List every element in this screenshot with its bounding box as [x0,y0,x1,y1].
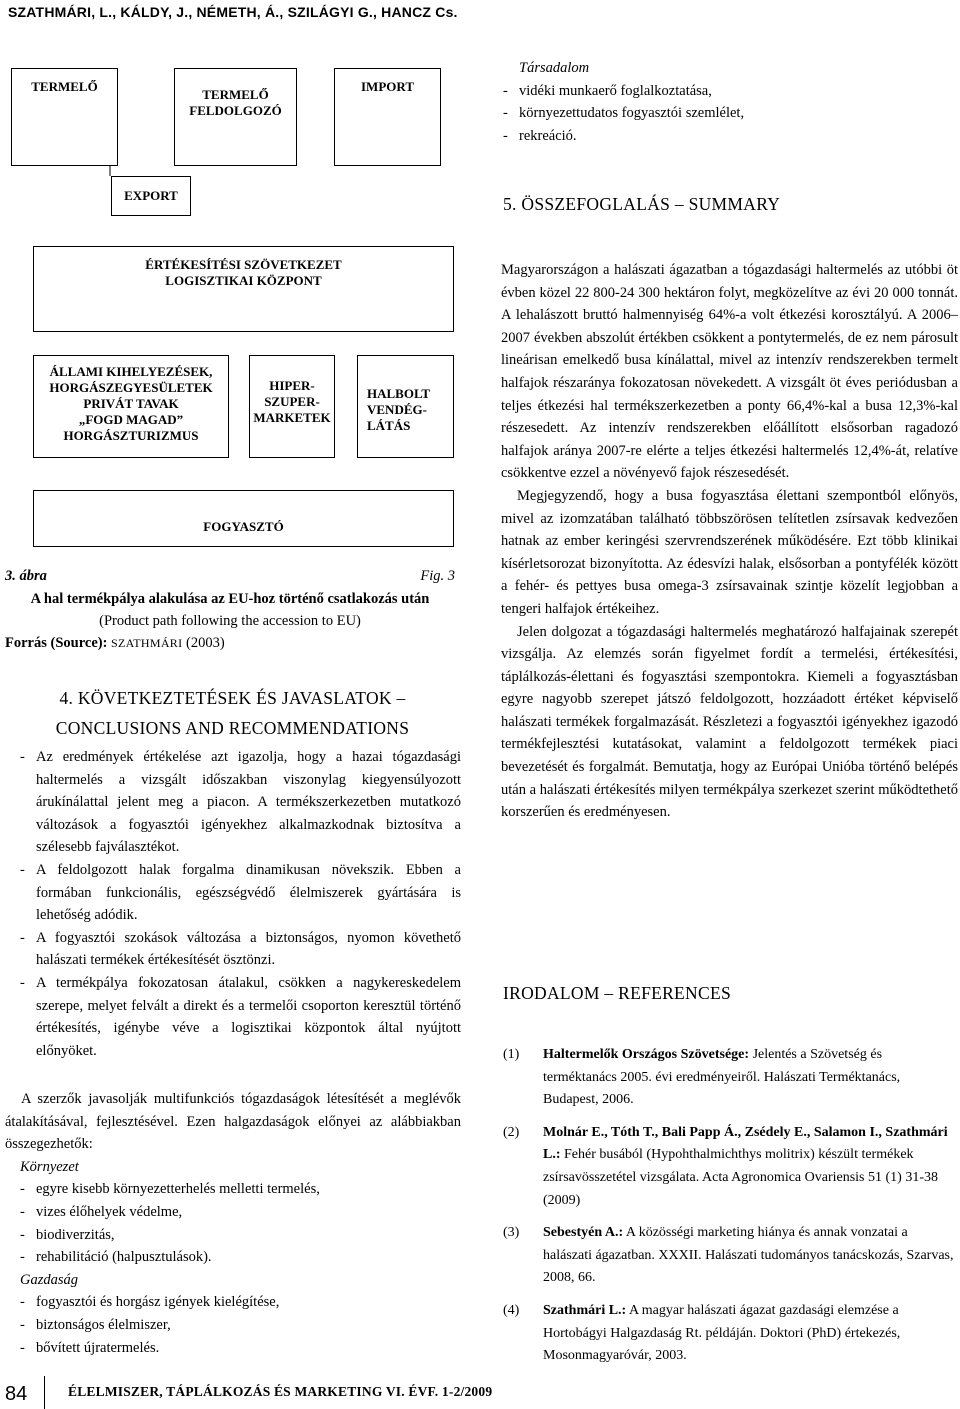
box-export [111,176,191,216]
reference-details: A közösségi marketing hiánya és annak vonzatai a halászati ágazatban. XXXII. Halászati tudományos tanácskozás, Szarvas, 2008, 66. [543,1225,954,1286]
box-import [334,68,441,166]
list-item: - rehabilitáció (halpusztulások). [20,1249,212,1266]
box-termelo [11,68,118,166]
section-4-title [5,683,460,743]
reference-authors: Szathmári L.: [543,1302,627,1318]
box-allami [33,355,229,458]
box-allami-line5: HORGÁSZTURIZMUS [63,428,199,443]
reference-number: (1) [503,1047,520,1062]
env-item: vizes élőhelyek védelme, [36,1203,183,1220]
recommendation-paragraph: A szerzők javasolják multifunkciós tógazdaságok létesítését a meglévők átalakításával, fejlesztésével. Ezen halgazdaságok előnyei az alábbiakban összegezhetők: [5,1091,461,1153]
box-import-label: IMPORT [361,79,414,94]
reference-item [503,1044,957,1112]
env-item: egyre kisebb környezetterhelés melletti termelés, [36,1181,320,1198]
eco-item: fogyasztói és horgász igények kielégítése, [36,1294,280,1311]
reference-item [503,1122,957,1212]
list-item: - A termékpálya fokozatosan átalakul, csökken a nagykereskedelem szerepe, melyet felvált a direkt és a termelői csoporton keresztül történő értékesítés, igénybe véve a logisztikai központok által nyújtott előnyöket. [20,974,461,1059]
env-heading: Környezet [20,1158,79,1175]
section-4-title-line1: 4. KÖVETKEZTETÉSEK ÉS JAVASLATOK – [59,688,406,708]
box-halbolt-line2: VENDÉG- [367,402,427,417]
figure-source-label: Forrás (Source): [5,635,108,651]
conclusion-text: A feldolgozott halak forgalma dinamikusan növekszik. Ebben a formában funkcionális, egészségvédő élelmiszerek gyártására is lehetőség adódik. [36,861,461,924]
reference-details: Jelentés a Szövetség és terméktanács 2005. évi eredményeiről. Halászati Terméktanács, Budapest, 2006. [543,1047,901,1108]
eco-item: bővített újratermelés. [36,1339,160,1356]
figure-caption-en: (Product path following the accession to EU) [99,613,361,629]
reference-item [503,1222,957,1290]
society-item: rekreáció. [519,127,577,144]
summary-paragraph: Megjegyzendő, hogy a busa fogyasztása élettani szempontból előnyös, mivel az izomzatában található többszörösen telítetlen zsírsavak kedvezően hatnak az ember keringési szervrendszerének működésére. Ezt több klinikai kísérletsorozat bizonyította. Az édesvízi halak, elsősorban a pontyfélék között a fehér- és pettyes busa omega-3 zsírsavainak szintje közelít legjobban a tengeri halfajok értékeihez. [501,487,958,617]
list-item: - biodiverzitás, [20,1226,115,1243]
list-item: - vizes élőhelyek védelme, [20,1203,183,1220]
figure-caption-hu: A hal termékpálya alakulása az EU-hoz történő csatlakozás után [30,591,430,607]
box-termelo-label: TERMELŐ [31,79,98,94]
figure-source [5,632,455,654]
references-title: IRODALOM – REFERENCES [503,983,731,1003]
env-item: biodiverzitás, [36,1226,115,1243]
box-allami-line3: PRIVÁT TAVAK [83,396,179,411]
eco-item: biztonságos élelmiszer, [36,1316,171,1333]
reference-authors: Sebestyén A.: [543,1225,624,1241]
conclusion-text: Az eredmények értékelése azt igazolja, hogy a hazai tógazdasági haltermelés a vizsgált időszakban viszonylag kiegyensúlyozott árukínálattal jelent meg a piacon. A termékszerkezetben mutatkozó változások a fogyasztói igényekhez alkalmazkodnak biztosítva a szélesebb fajválasztékot. [36,749,461,856]
eco-heading: Gazdaság [20,1271,79,1288]
page-number: 84 [5,1383,28,1405]
box-hiper [249,355,335,458]
summary-text [501,259,958,824]
summary-paragraph: Magyarországon a halászati ágazatban a tógazdasági haltermelés az utóbbi öt évben közel 22 800-24 300 hektáron folyt, megközelítve az évi 20 000 tonnát. A lehalászott bruttó halmennyiség 64%-a volt étkezési korosztályú. A 2006–2007 években abszolút értékben csökkent a pontytermelés, de ez nem párosult lineárisan emelkedő busa kínálattal, mivel az intenzív rendszerekben termelt halfajok részaránya fokozatosan növekedett. A vizsgált öt éves periódusban a teljes étkezési hal termékszerkezetben a ponty 66,4%-kal a busa 12,3%-kal részesedett. Az intenzív rendszerekben előállított elsősorban ragadozó halfajok aránya 2007-re elérte a teljes étkezési haltermelés 12,4%-át, relatíve csökkentve ezzel a növényevő fajok részesedését. [501,262,958,482]
society-heading: Társadalom [519,60,590,76]
list-item: - bővített újratermelés. [20,1339,160,1356]
box-halbolt [357,355,454,458]
figure-label-hu: 3. ábra [5,568,47,584]
reference-item [503,1300,957,1368]
figure-source-year: (2003) [186,635,225,651]
section-5-title: 5. ÖSSZEFOGLALÁS – SUMMARY [503,194,781,214]
society-block [503,57,943,147]
conclusions-list [20,746,461,1062]
env-item: rehabilitáció (halpusztulások). [36,1249,212,1266]
box-allami-line1: ÁLLAMI KIHELYEZÉSEK, [49,364,213,379]
box-halbolt-line1: HALBOLT [367,386,431,401]
reference-details: Fehér busából (Hypohthalmichthys molitrix) készült termékek zsírsavösszetétel vizsgálata. Acta Agronomica Ovariensis 51 (1) 31-38 (2009) [543,1147,938,1208]
box-fogyaszto-label: FOGYASZTÓ [203,519,284,534]
box-allami-line2: HORGÁSZEGYESÜLETEK [49,380,213,395]
list-item: - vidéki munkaerő foglalkoztatása, [503,82,712,99]
reference-authors: Haltermelők Országos Szövetsége: [543,1047,750,1062]
reference-authors: Molnár E., Tóth T., Bali Papp Á., Zsédely E., Salamon I., Szathmári L.: [543,1124,948,1163]
list-item: - Az eredmények értékelése azt igazolja, hogy a hazai tógazdasági haltermelés a vizsgált időszakban viszonylag kiegyensúlyozott árukínálattal jelent meg a piacon. A termékszerkezetben mutatkozó változások a fogyasztói igényekhez alkalmazkodnak biztosítva a szélesebb fajválasztékot. [20,749,461,856]
box-fogyaszto [33,490,454,547]
box-export-label: EXPORT [124,188,178,203]
reference-number: (4) [503,1302,520,1318]
list-item: - biztonságos élelmiszer, [20,1316,171,1333]
list-item: - A fogyasztói szokások változása a biztonságos, nyomon követhető halászati termékek értékesítését ösztönzi. [20,929,461,969]
figure-label-en: Fig. 3 [420,568,455,584]
box-allami-line4: „FOGD MAGAD” [78,412,184,427]
reference-number: (3) [503,1225,520,1241]
reference-number: (2) [503,1124,520,1140]
list-item: - A feldolgozott halak forgalma dinamikusan növekszik. Ebben a formában funkcionális, egészségvédő élelmiszerek gyártására is lehetőség adódik. [20,861,461,924]
box-ertekesitesi-line2: LOGISZTIKAI KÖZPONT [165,273,322,288]
box-hiper-line3: MARKETEK [253,410,331,425]
conclusion-text: A termékpálya fokozatosan átalakul, csökken a nagykereskedelem szerepe, melyet felvált a direkt és a termelői csoporton keresztül történő értékesítés, igénybe véve a logisztikai központok által nyújtott előnyöket. [36,974,461,1059]
references-list [503,1044,957,1368]
box-hiper-line1: HIPER- [269,378,315,393]
footer-divider [44,1376,45,1409]
list-item: - fogyasztói és horgász igények kielégítése, [20,1294,280,1311]
box-ertekesitesi [33,246,454,332]
section-4-title-line2: CONCLUSIONS AND RECOMMENDATIONS [55,718,410,738]
box-ertekesitesi-line1: ÉRTÉKESÍTÉSI SZÖVETKEZET [145,257,342,272]
box-hiper-line2: SZUPER- [264,394,320,409]
society-item: környezettudatos fogyasztói szemlélet, [519,105,745,122]
recommendations [5,1088,461,1359]
summary-paragraph: Jelen dolgozat a tógazdasági haltermelés meghatározó halfajainak szerepét vizsgálja. Az elemzés során figyelmet fordít a termelési, értékesítési, táplálkozás-élettani és fogyasztási szempontokra. Kiemeli a fogyasztásban egyre nagyobb szerepet játszó feldolgozott, hozzáadott értéket képviselő halászati termékek forgalmazását. Részletezi a fogyasztói igényekhez igazodó termékfejlesztési kutatásokat, valamint a feldolgozott termékek piaci bevezetését és forgalmát. Bemutatja, hogy az Európai Unióba történő belépés után a halászati értékesítés milyen termékpálya szerkezet szerint működtethető korszerűen és eredményesen. [501,623,958,821]
reference-details: A magyar halászati ágazat gazdasági elemzése a Hortobágyi Halgazdaság Rt. példáján. Doktori (PhD) értekezés, Mosonmagyaróvár, 2003. [543,1302,901,1364]
box-termelo-feldolgozo [174,68,297,166]
list-item: - rekreáció. [503,127,577,144]
footer-journal: ÉLELMISZER, TÁPLÁLKOZÁS ÉS MARKETING VI. ÉVF. 1-2/2009 [68,1384,493,1399]
figure-source-author: SZATHMÁRI [111,636,183,650]
list-item: - környezettudatos fogyasztói szemlélet, [503,105,745,122]
running-head: SZATHMÁRI, L., KÁLDY, J., NÉMETH, Á., SZILÁGYI G., HANCZ Cs. [8,4,458,20]
society-item: vidéki munkaerő foglalkoztatása, [519,82,712,99]
box-termelo-feldolgozo-line1: TERMELŐ [202,87,269,102]
list-item: - egyre kisebb környezetterhelés melletti termelés, [20,1181,320,1198]
box-halbolt-line3: LÁTÁS [367,418,411,433]
figure-caption [5,568,455,654]
conclusion-text: A fogyasztói szokások változása a biztonságos, nyomon követhető halászati termékek értékesítését ösztönzi. [36,929,461,969]
box-termelo-feldolgozo-line2: FELDOLGOZÓ [189,103,282,118]
